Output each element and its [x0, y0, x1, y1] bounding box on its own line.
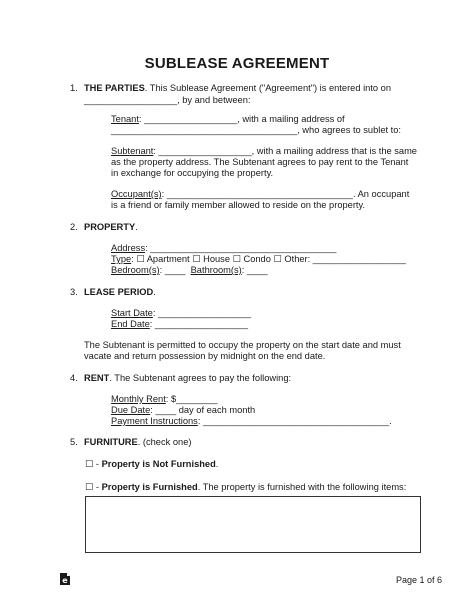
section-text: [84, 373, 291, 384]
tenant-label: Tenant: [111, 114, 139, 124]
section-intro: . This Sublease Agreement ("Agreement") is entered into on: [144, 83, 391, 93]
svg-text:e: e: [62, 576, 68, 585]
subtenant-text: in exchange for occupying the property.: [111, 168, 274, 178]
monthly-rent-label: Monthly Rent: [111, 394, 166, 404]
checkbox-icon[interactable]: ☐ -: [85, 482, 102, 492]
bedrooms-field[interactable]: : ____: [159, 265, 186, 275]
address-field[interactable]: : ____________________________________: [145, 243, 337, 253]
option-label: Property is Furnished: [101, 482, 198, 492]
due-date-label: Due Date: [111, 405, 151, 415]
subtenant-label: Subtenant: [111, 146, 154, 156]
subtenant-line: [111, 146, 417, 157]
section-heading: LEASE PERIOD: [84, 287, 154, 297]
type-line: [111, 254, 406, 265]
section-heading: RENT: [84, 373, 110, 383]
section-number: 2.: [70, 222, 78, 232]
heading-period: .: [135, 222, 138, 232]
option-text: . The property is furnished with the following items:: [197, 482, 407, 492]
monthly-rent-field[interactable]: : $________: [165, 394, 218, 404]
bathrooms-label: Bathroom(s): [190, 265, 242, 275]
section-number: 3.: [70, 287, 78, 297]
end-date-line: [111, 319, 248, 330]
bathrooms-field[interactable]: : ____: [241, 265, 268, 275]
section-text: [84, 437, 191, 448]
section-number: 4.: [70, 373, 78, 383]
section-number: 1.: [70, 83, 78, 93]
page-number: Page 1 of 6: [396, 575, 443, 585]
option-label: Property is Not Furnished: [101, 459, 216, 469]
section-heading: FURNITURE: [84, 437, 138, 447]
occupant-field[interactable]: : ____________________________________. An occupant: [161, 189, 410, 199]
start-date-field[interactable]: : __________________: [152, 308, 252, 318]
section-heading: THE PARTIES: [84, 83, 145, 93]
occupant-text: is a friend or family member allowed to reside on the property.: [111, 200, 366, 210]
tenant-address-field[interactable]: ____________________________________, who agrees to sublet to:: [111, 125, 402, 135]
furnished-items-textbox[interactable]: [85, 496, 421, 553]
agreement-date-line: __________________, by and between:: [84, 95, 251, 105]
option-period: .: [215, 459, 219, 469]
type-label: Type: [111, 254, 132, 264]
subtenant-text: as the property address. The Subtenant agrees to pay rent to the Tenant: [111, 157, 409, 167]
section-text: [84, 222, 138, 233]
eforms-logo-icon: [58, 572, 72, 586]
furnished-option[interactable]: [85, 482, 406, 493]
occupant-label: Occupant(s): [111, 189, 162, 199]
heading-period: .: [153, 287, 156, 297]
section-text: [84, 287, 156, 298]
section-heading: PROPERTY: [84, 222, 136, 232]
payment-instructions-line: [111, 416, 392, 427]
section-intro: . The Subtenant agrees to pay the following:: [109, 373, 292, 383]
end-date-field[interactable]: : __________________: [149, 319, 249, 329]
due-date-line: [111, 405, 255, 416]
type-checkboxes[interactable]: : ☐ Apartment ☐ House ☐ Condo ☐ Other: __________________: [131, 254, 406, 264]
section-number: 5.: [70, 437, 78, 447]
lease-period-text: vacate and return possession by midnight on the end date.: [84, 351, 326, 361]
start-date-line: [111, 308, 251, 319]
rooms-line: [111, 265, 268, 276]
subtenant-name-field[interactable]: : __________________, with a mailing address that is the same: [153, 146, 417, 156]
occupant-line: [111, 189, 409, 200]
not-furnished-option[interactable]: [85, 459, 218, 470]
section-intro: . (check one): [137, 437, 192, 447]
section-text: [84, 83, 391, 94]
tenant-line: [111, 114, 345, 125]
end-date-label: End Date: [111, 319, 150, 329]
tenant-name-field[interactable]: : __________________, with a mailing address of: [138, 114, 345, 124]
page-title: SUBLEASE AGREEMENT: [144, 55, 330, 72]
monthly-rent-line: [111, 394, 217, 405]
due-date-field[interactable]: : ____ day of each month: [150, 405, 256, 415]
bedrooms-label: Bedroom(s): [111, 265, 160, 275]
payment-instructions-field[interactable]: : ____________________________________.: [197, 416, 392, 426]
address-label: Address: [111, 243, 146, 253]
lease-period-text: The Subtenant is permitted to occupy the property on the start date and must: [84, 340, 401, 350]
address-line: [111, 243, 336, 254]
checkbox-icon[interactable]: ☐ -: [85, 459, 102, 469]
start-date-label: Start Date: [111, 308, 153, 318]
payment-instructions-label: Payment Instructions: [111, 416, 198, 426]
